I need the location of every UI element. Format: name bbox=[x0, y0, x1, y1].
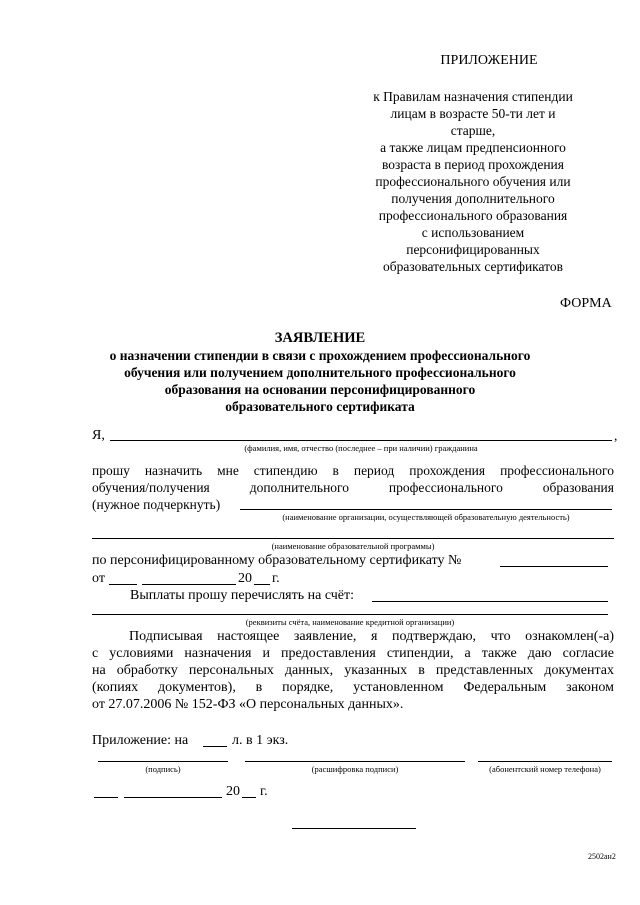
ya-label: Я, bbox=[92, 428, 105, 443]
fio-hint: (фамилия, имя, отчество (последнее – при наличии) гражданина bbox=[244, 443, 478, 453]
consent-line: (копиях документов), в порядке, установленном Федеральным законом bbox=[92, 680, 614, 695]
header-line: с использованием bbox=[421, 225, 525, 240]
org-hint: (наименование организации, осуществляющей образовательную деятельность) bbox=[282, 512, 570, 522]
pay-text: Выплаты прошу перечислять на счёт: bbox=[130, 588, 355, 603]
attachment-suffix: л. в 1 экз. bbox=[232, 733, 289, 748]
header-line: возраста в период прохождения bbox=[382, 157, 564, 172]
statement-subtitle bbox=[80, 347, 560, 415]
header-line: персонифицированных bbox=[406, 242, 540, 257]
header-line: получения дополнительного bbox=[391, 191, 555, 206]
header-line: а также лицам предпенсионного bbox=[380, 140, 566, 155]
date-month-line[interactable] bbox=[142, 584, 236, 585]
fio-comma: , bbox=[614, 428, 618, 443]
header-line: лицам в возрасте 50-ти лет и старше, bbox=[390, 106, 556, 138]
bottom-year-prefix: 20 bbox=[226, 784, 240, 799]
subtitle-line: о назначении стипендии в связи с прохождением профессионального bbox=[109, 348, 531, 363]
date-year-line[interactable] bbox=[254, 584, 270, 585]
certificate-text: по персонифицированному образовательному сертификату № bbox=[92, 553, 462, 568]
consent-line: от 27.07.2006 № 152-ФЗ «О персональных данных». bbox=[92, 697, 404, 712]
bank-hint: (реквизиты счёта, наименование кредитной организации) bbox=[245, 617, 455, 627]
appendix-header-lines bbox=[368, 88, 578, 275]
date-day-line[interactable] bbox=[109, 584, 137, 585]
org-field-line[interactable] bbox=[240, 509, 612, 510]
header-line: к Правилам назначения стипендии bbox=[373, 89, 573, 104]
footer-code: 2502ан2 bbox=[588, 852, 616, 861]
bottom-date-day-line[interactable] bbox=[94, 797, 118, 798]
request-line-2: обучения/получения дополнительного профессионального образования bbox=[92, 480, 614, 495]
bottom-year-line[interactable] bbox=[242, 797, 256, 798]
date-year-prefix: 20 bbox=[238, 571, 252, 586]
appendix-title: ПРИЛОЖЕНИЕ bbox=[440, 53, 538, 68]
phone-hint: (абонентский номер телефона) bbox=[489, 764, 601, 774]
bottom-date-month-line[interactable] bbox=[124, 797, 222, 798]
consent-paragraph bbox=[92, 628, 614, 713]
certificate-number-line[interactable] bbox=[500, 566, 608, 567]
subtitle-line: обучения или получением дополнительного профессионального bbox=[124, 365, 516, 380]
final-signature-line[interactable] bbox=[292, 828, 416, 829]
subtitle-line: образования на основании персонифицированного bbox=[164, 382, 476, 397]
consent-line: Подписывая настоящее заявление, я подтверждаю, что ознакомлен(-а) bbox=[129, 629, 614, 644]
account-line-1[interactable] bbox=[372, 601, 608, 602]
bottom-year-suffix: г. bbox=[260, 784, 268, 799]
request-line-3: (нужное подчеркнуть) bbox=[92, 497, 221, 512]
attachment-pages-line[interactable] bbox=[203, 746, 227, 747]
program-hint: (наименование образовательной программы) bbox=[271, 541, 435, 551]
header-line: профессионального обучения или bbox=[375, 174, 571, 189]
request-line-1: прошу назначить мне стипендию в период прохождения профессионального bbox=[92, 463, 614, 478]
form-label: ФОРМА bbox=[560, 296, 612, 311]
date-suffix: г. bbox=[272, 571, 280, 586]
signature-hint: (подпись) bbox=[145, 764, 181, 774]
subtitle-line: образовательного сертификата bbox=[225, 399, 415, 414]
consent-line: на обработку персональных данных, указанных в представленных документах bbox=[92, 663, 614, 678]
account-line-2[interactable] bbox=[92, 614, 608, 615]
decode-signature-line[interactable] bbox=[245, 761, 465, 762]
header-line: профессионального образования bbox=[378, 208, 568, 223]
fio-field-line[interactable] bbox=[110, 440, 612, 441]
consent-line: с условиями назначения и предоставления стипендии, а также даю согласие bbox=[92, 646, 614, 661]
statement-title: ЗАЯВЛЕНИЕ bbox=[274, 330, 366, 346]
attachment-prefix: Приложение: на bbox=[92, 733, 189, 748]
date-prefix: от bbox=[92, 571, 105, 586]
signature-line[interactable] bbox=[98, 761, 228, 762]
phone-line[interactable] bbox=[478, 761, 612, 762]
decode-hint: (расшифровка подписи) bbox=[311, 764, 399, 774]
program-field-line[interactable] bbox=[92, 538, 614, 539]
header-line: образовательных сертификатов bbox=[382, 259, 564, 274]
